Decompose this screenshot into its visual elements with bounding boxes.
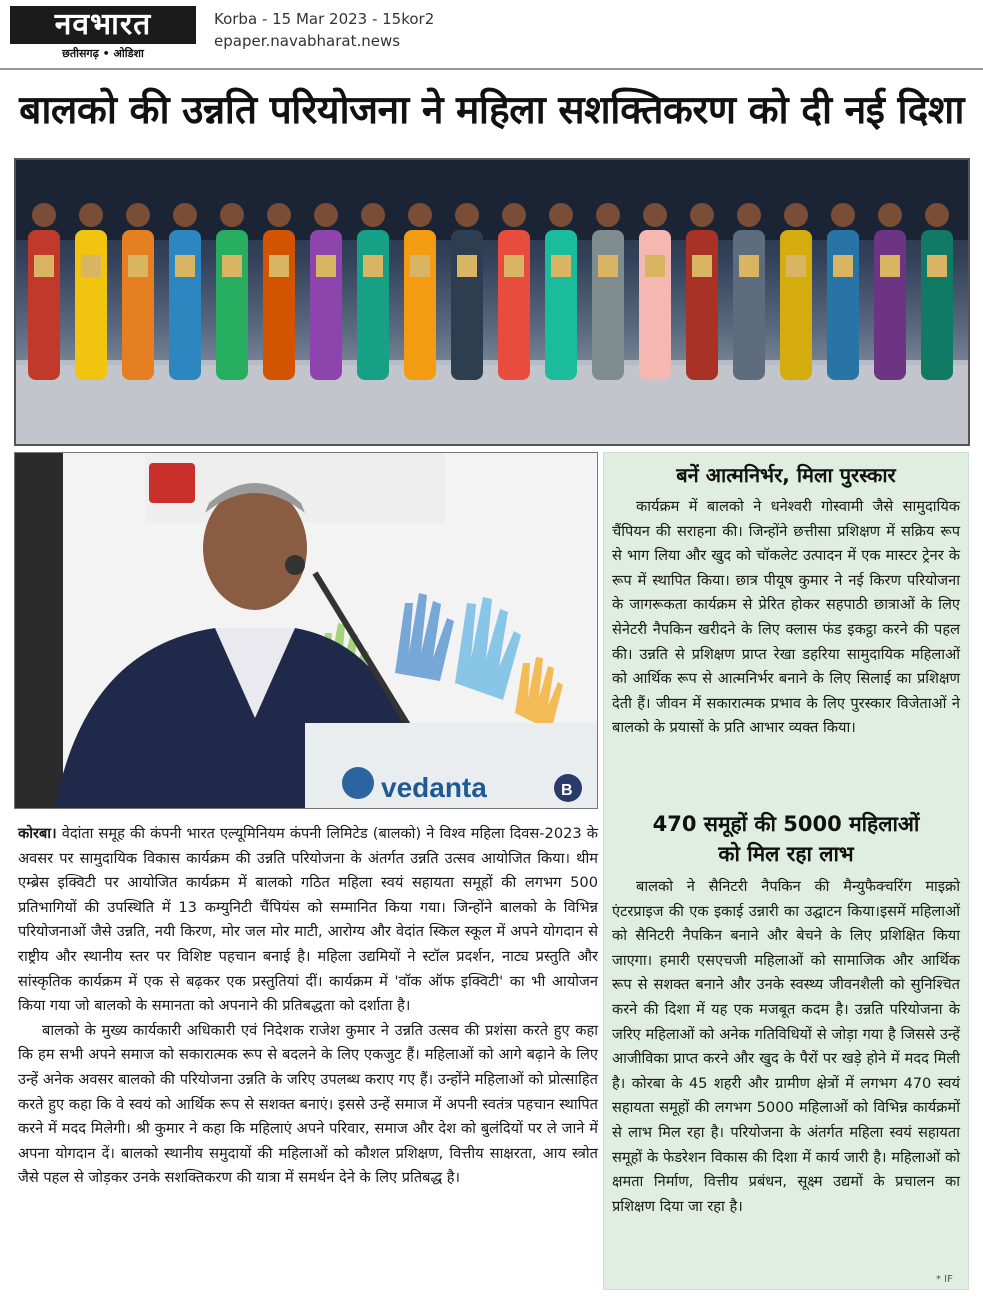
person-figure <box>780 230 812 380</box>
speaker-photo <box>14 452 598 809</box>
award-plaque <box>880 255 900 277</box>
person-head <box>596 203 620 227</box>
podium-brand-text: vedanta <box>381 772 487 803</box>
person-figure <box>498 230 530 380</box>
person-figure <box>686 230 718 380</box>
award-plaque <box>598 255 618 277</box>
person-figure <box>827 230 859 380</box>
person-figure <box>921 230 953 380</box>
award-plaque <box>504 255 524 277</box>
group-photo-illustration <box>16 160 968 444</box>
sidebar-heading-1: बनें आत्मनिर्भर, मिला पुरस्कार <box>676 463 896 487</box>
dateline: कोरबा। <box>18 825 57 842</box>
person-head <box>267 203 291 227</box>
article-paragraph-2: बालको के मुख्य कार्यकारी अधिकारी एवं निदेशक राजेश कुमार ने उन्नति उत्सव की प्रशंसा करते हुए कहा कि हम सभी अपने समाज को सकारात्मक रूप से बदलने के लिए एकजुट हैं। महिलाओं को आगे बढ़ाने के लिए उन्हें अनेक अवसर बालको की परियोजना उन्नति के जरिए उपलब्ध कराए गए हैं। उन्होंने महिलाओं को प्रोत्साहित करते हुए कहा कि वे स्वयं को आर्थिक रूप से सशक्त बनाएं। इससे उन्हें समाज में अपनी स्वतंत्र पहचान स्थापित करने में मदद मिलेगी। श्री कुमार ने कहा कि महिलाएं अपने परिवार, समाज और देश को बुलंदियों पर ले जाने में अपना योगदान दें। बालको स्थानीय समुदायों की महिलाओं को कौशल प्रशिक्षण, वित्तीय साक्षरता, आय स्त्रोत जैसे पहल से जोड़कर उनके सशक्तिकरण की यात्रा में समर्थन देने के लिए प्रतिबद्ध है। <box>18 1021 598 1187</box>
person-figure <box>169 230 201 380</box>
person-head <box>455 203 479 227</box>
sidebar-box <box>603 452 969 1290</box>
person-figure <box>357 230 389 380</box>
person-head <box>502 203 526 227</box>
sidebar-heading-2 <box>604 809 968 869</box>
award-plaque <box>175 255 195 277</box>
person-figure <box>545 230 577 380</box>
podium-mark-text: B <box>561 782 573 799</box>
award-plaque <box>786 255 806 277</box>
person-head <box>32 203 56 227</box>
footer-mark: * IF <box>936 1274 953 1285</box>
person-head <box>831 203 855 227</box>
speaker-photo-illustration <box>15 453 597 808</box>
sidebar-text-2: बालको ने सैनिटरी नैपकिन की मैन्युफैक्चरिंग माइक्रो एंटरप्राइज की एक इकाई उन्नारी का उद्घाटन किया।इसमें महिलाओं को सैनिटरी नैपकिन बनाने और बेचने के लिए प्रशिक्षित किया जाएगा। हमारी एसएचजी महिलाओं को सामाजिक और आर्थिक रूप से सशक्त बनाने और उनके स्वस्थ्य जीवनशैली को सुनिश्चित करने की दिशा में यह एक मजबूत कदम है। उन्नति परियोजना के जरिए महिलाओं को अनेक गतिविधियों से जोड़ा गया है जिससे उन्हें आजीविका प्राप्त करने और खुद के पैरों पर खड़े होने में मदद मिली है। कोरबा के 45 शहरी और ग्रामीण क्षेत्रों में लगभग 470 स्वयं सहायता समूहों की लगभग 5000 महिलाओं को विभिन्न कार्यक्रमों से लाभ मिल रहा है। परियोजना के अंतर्गत महिला स्वयं सहायता समूहों के फेडरेशन विकास की दिशा में कार्य जारी है। महिलाओं को क्षमता निर्माण, वित्तीय प्रबंधन, सूक्ष्म उद्यमों के प्रचालन का प्रशिक्षण दिया जा रहा है। <box>612 878 960 1215</box>
award-plaque <box>34 255 54 277</box>
sidebar-text-1: कार्यक्रम में बालको ने धनेश्वरी गोस्वामी जैसे सामुदायिक चैंपियन की सराहना की। जिन्होंने छत्तीसा प्रशिक्षण में सक्रिय रूप से भाग लिया और खुद को चॉकलेट उत्पादन में एक मास्टर ट्रेनर के रूप में स्थापित किया। छात्र पीयूष कुमार ने नई किरण परियोजना के जागरूकता कार्यक्रम से प्रेरित होकर सहपाठी छात्राओं के लिए सेनेटरी नैपकिन खरीदने के लिए क्लास फंड इकट्ठा करने की पहल की। उन्नति से प्रशिक्षण प्राप्त रेखा डहरिया सामुदायिक महिलाओं को आर्थिक रूप से आत्मनिर्भर बनाने के लिए सिलाई का प्रशिक्षण देती हैं। जीवन में सकारात्मक प्रभाव के लिए पुरस्कार विजेताओं ने बालको के प्रयासों के प्रति आभार व्यक्त किया। <box>612 498 960 737</box>
award-plaque <box>551 255 571 277</box>
award-plaque <box>128 255 148 277</box>
person-head <box>408 203 432 227</box>
sidebar-text-2-block <box>612 875 960 1219</box>
person-head <box>361 203 385 227</box>
article-paragraph-1-text: वेदांता समूह की कंपनी भारत एल्यूमिनियम कंपनी लिमिटेड (बालको) ने विश्व महिला दिवस-2023 के अवसर पर सामुदायिक विकास कार्यक्रम की उन्नति परियोजना के अंतर्गत उन्नति उत्सव आयोजित किया। थीम एम्ब्रेस इक्विटी पर आयोजित कार्यक्रम में बालको गठित महिला स्वयं सहायता समूहों की लगभग 500 प्रतिभागियों की उपस्थिति में 13 कम्युनिटी चैंपियंस को सम्मानित किया गया। जिन्होंने बालको के विभिन्न परियोजनाओं जैसे उन्नति, नयी किरण, मोर जल मोर माटी, आरोग्य और वेदांत स्किल स्कूल में अपने योगदान से राष्ट्रीय और स्थानीय स्तर पर विशिष्ट पहचान बनाई है। महिला उद्यमियों ने स्टॉल प्रदर्शन, नाट्य प्रस्तुति और सांस्कृतिक कार्यक्रम में एक से बढ़कर एक प्रस्तुतियां दीं। कार्यक्रम में 'वॉक ऑफ इक्विटी' का भी आयोजन किया गया जो बालको के समानता को अपनाने की प्रतिबद्धता को दर्शाता है। <box>18 825 599 1015</box>
person-figure <box>733 230 765 380</box>
person-figure <box>639 230 671 380</box>
person-head <box>643 203 667 227</box>
epaper-url: epaper.navabharat.news <box>214 32 401 50</box>
award-plaque <box>269 255 289 277</box>
award-plaque <box>316 255 336 277</box>
person-figure <box>28 230 60 380</box>
person-head <box>925 203 949 227</box>
award-plaque <box>363 255 383 277</box>
award-plaque <box>692 255 712 277</box>
article-paragraph-1 <box>18 822 598 1019</box>
award-plaque <box>645 255 665 277</box>
person-figure <box>216 230 248 380</box>
person-head <box>314 203 338 227</box>
main-article <box>18 822 598 1191</box>
person-figure <box>404 230 436 380</box>
award-plaque <box>833 255 853 277</box>
award-plaque <box>927 255 947 277</box>
sidebar-heading-2-line-1: 470 समूहों की 5000 महिलाओं <box>652 812 920 836</box>
person-head <box>79 203 103 227</box>
group-photo <box>14 158 970 446</box>
headline: बालको की उन्नति परियोजना ने महिला सशक्तिकरण को दी नई दिशा <box>19 88 964 133</box>
award-plaque <box>81 255 101 277</box>
person-head <box>549 203 573 227</box>
person-figure <box>122 230 154 380</box>
person-figure <box>263 230 295 380</box>
sidebar-heading-2-line-2: को मिल रहा लाभ <box>718 842 854 866</box>
award-plaque <box>222 255 242 277</box>
award-plaque <box>457 255 477 277</box>
masthead-logo <box>10 6 196 62</box>
person-head <box>784 203 808 227</box>
person-figure <box>310 230 342 380</box>
sidebar-text-1-block <box>612 495 960 741</box>
award-plaque <box>739 255 759 277</box>
edition-line: Korba - 15 Mar 2023 - 15kor2 <box>214 10 435 28</box>
person-head <box>737 203 761 227</box>
person-figure <box>592 230 624 380</box>
award-plaque <box>410 255 430 277</box>
person-head <box>126 203 150 227</box>
header-divider <box>0 68 983 70</box>
person-head <box>878 203 902 227</box>
logo-wordmark: नवभारत <box>10 6 196 44</box>
person-head <box>220 203 244 227</box>
person-head <box>173 203 197 227</box>
person-figure <box>874 230 906 380</box>
logo-subtitle: छतीसगढ़ • ओडिशा <box>62 47 144 60</box>
person-figure <box>451 230 483 380</box>
person-figure <box>75 230 107 380</box>
person-head <box>690 203 714 227</box>
